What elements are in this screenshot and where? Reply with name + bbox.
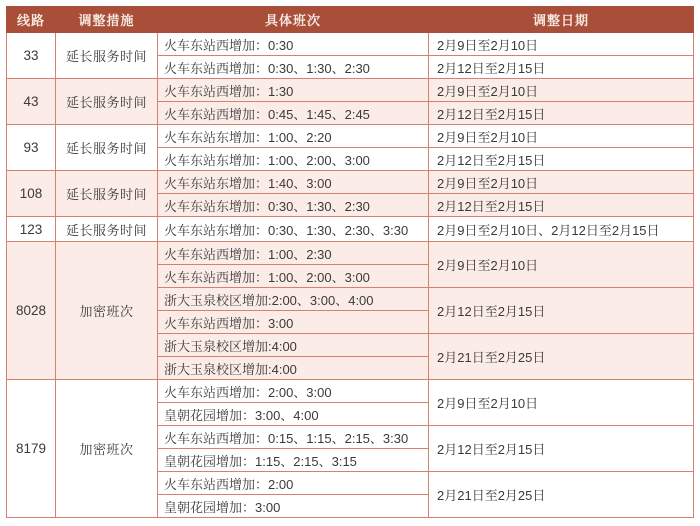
date-cell: 2月12日至2月15日	[429, 148, 694, 171]
date-cell: 2月21日至2月25日	[429, 334, 694, 380]
schedule-cell: 火车东站西增加：0:45、1:45、2:45	[158, 102, 429, 125]
date-cell: 2月9日至2月10日	[429, 242, 694, 288]
schedule-cell: 火车东站西增加：1:00、2:30	[158, 242, 429, 265]
schedule-cell: 火车东站西增加：1:30	[158, 79, 429, 102]
date-cell: 2月9日至2月10日、2月12日至2月15日	[429, 217, 694, 242]
measure-cell: 加密班次	[56, 242, 158, 380]
date-cell: 2月12日至2月15日	[429, 194, 694, 217]
col-header-line: 线路	[7, 7, 56, 33]
schedule-cell: 火车东站东增加：1:00、2:20	[158, 125, 429, 148]
schedule-cell: 浙大玉泉校区增加:2:00、3:00、4:00	[158, 288, 429, 311]
table-row	[7, 125, 694, 148]
schedule-cell: 浙大玉泉校区增加:4:00	[158, 334, 429, 357]
table-row	[7, 171, 694, 194]
line-cell: 43	[7, 79, 56, 125]
date-cell: 2月9日至2月10日	[429, 380, 694, 426]
line-cell: 108	[7, 171, 56, 217]
schedule-cell: 火车东站西增加：2:00、3:00	[158, 380, 429, 403]
date-cell: 2月21日至2月25日	[429, 472, 694, 518]
schedule-cell: 火车东站西增加：0:15、1:15、2:15、3:30	[158, 426, 429, 449]
line-cell: 93	[7, 125, 56, 171]
date-cell: 2月12日至2月15日	[429, 288, 694, 334]
schedule-cell: 火车东站西增加：0:30、1:30、2:30	[158, 56, 429, 79]
table-row	[7, 242, 694, 265]
schedule-cell: 火车东站东增加：1:00、2:00、3:00	[158, 148, 429, 171]
date-cell: 2月9日至2月10日	[429, 125, 694, 148]
measure-cell: 加密班次	[56, 380, 158, 518]
schedule-cell: 火车东站西增加：1:00、2:00、3:00	[158, 265, 429, 288]
date-cell: 2月9日至2月10日	[429, 171, 694, 194]
date-cell: 2月9日至2月10日	[429, 33, 694, 56]
line-cell: 123	[7, 217, 56, 242]
line-cell: 8179	[7, 380, 56, 518]
schedule-cell: 浙大玉泉校区增加:4:00	[158, 357, 429, 380]
line-cell: 8028	[7, 242, 56, 380]
measure-cell: 延长服务时间	[56, 33, 158, 79]
col-header-measure: 调整措施	[56, 7, 158, 33]
col-header-date: 调整日期	[429, 7, 694, 33]
measure-cell: 延长服务时间	[56, 171, 158, 217]
schedule-cell: 皇朝花园增加：3:00、4:00	[158, 403, 429, 426]
table-header	[7, 7, 694, 33]
table-row	[7, 380, 694, 403]
table-row	[7, 79, 694, 102]
measure-cell: 延长服务时间	[56, 125, 158, 171]
schedule-cell: 火车东站西增加：0:30	[158, 33, 429, 56]
table-row	[7, 217, 694, 242]
schedule-cell: 火车东站东增加：0:30、1:30、2:30	[158, 194, 429, 217]
measure-cell: 延长服务时间	[56, 79, 158, 125]
bus-schedule-adjustment-table	[6, 6, 694, 518]
schedule-cell: 火车东站东增加：1:40、3:00	[158, 171, 429, 194]
schedule-cell: 火车东站东增加：0:30、1:30、2:30、3:30	[158, 217, 429, 242]
date-cell: 2月9日至2月10日	[429, 79, 694, 102]
schedule-cell: 皇朝花园增加：1:15、2:15、3:15	[158, 449, 429, 472]
header-row	[7, 7, 694, 33]
measure-cell: 延长服务时间	[56, 217, 158, 242]
col-header-schedule: 具体班次	[158, 7, 429, 33]
date-cell: 2月12日至2月15日	[429, 102, 694, 125]
date-cell: 2月12日至2月15日	[429, 426, 694, 472]
schedule-cell: 火车东站西增加：3:00	[158, 311, 429, 334]
table-row	[7, 33, 694, 56]
schedule-cell: 皇朝花园增加：3:00	[158, 495, 429, 518]
date-cell: 2月12日至2月15日	[429, 56, 694, 79]
line-cell: 33	[7, 33, 56, 79]
schedule-cell: 火车东站西增加：2:00	[158, 472, 429, 495]
